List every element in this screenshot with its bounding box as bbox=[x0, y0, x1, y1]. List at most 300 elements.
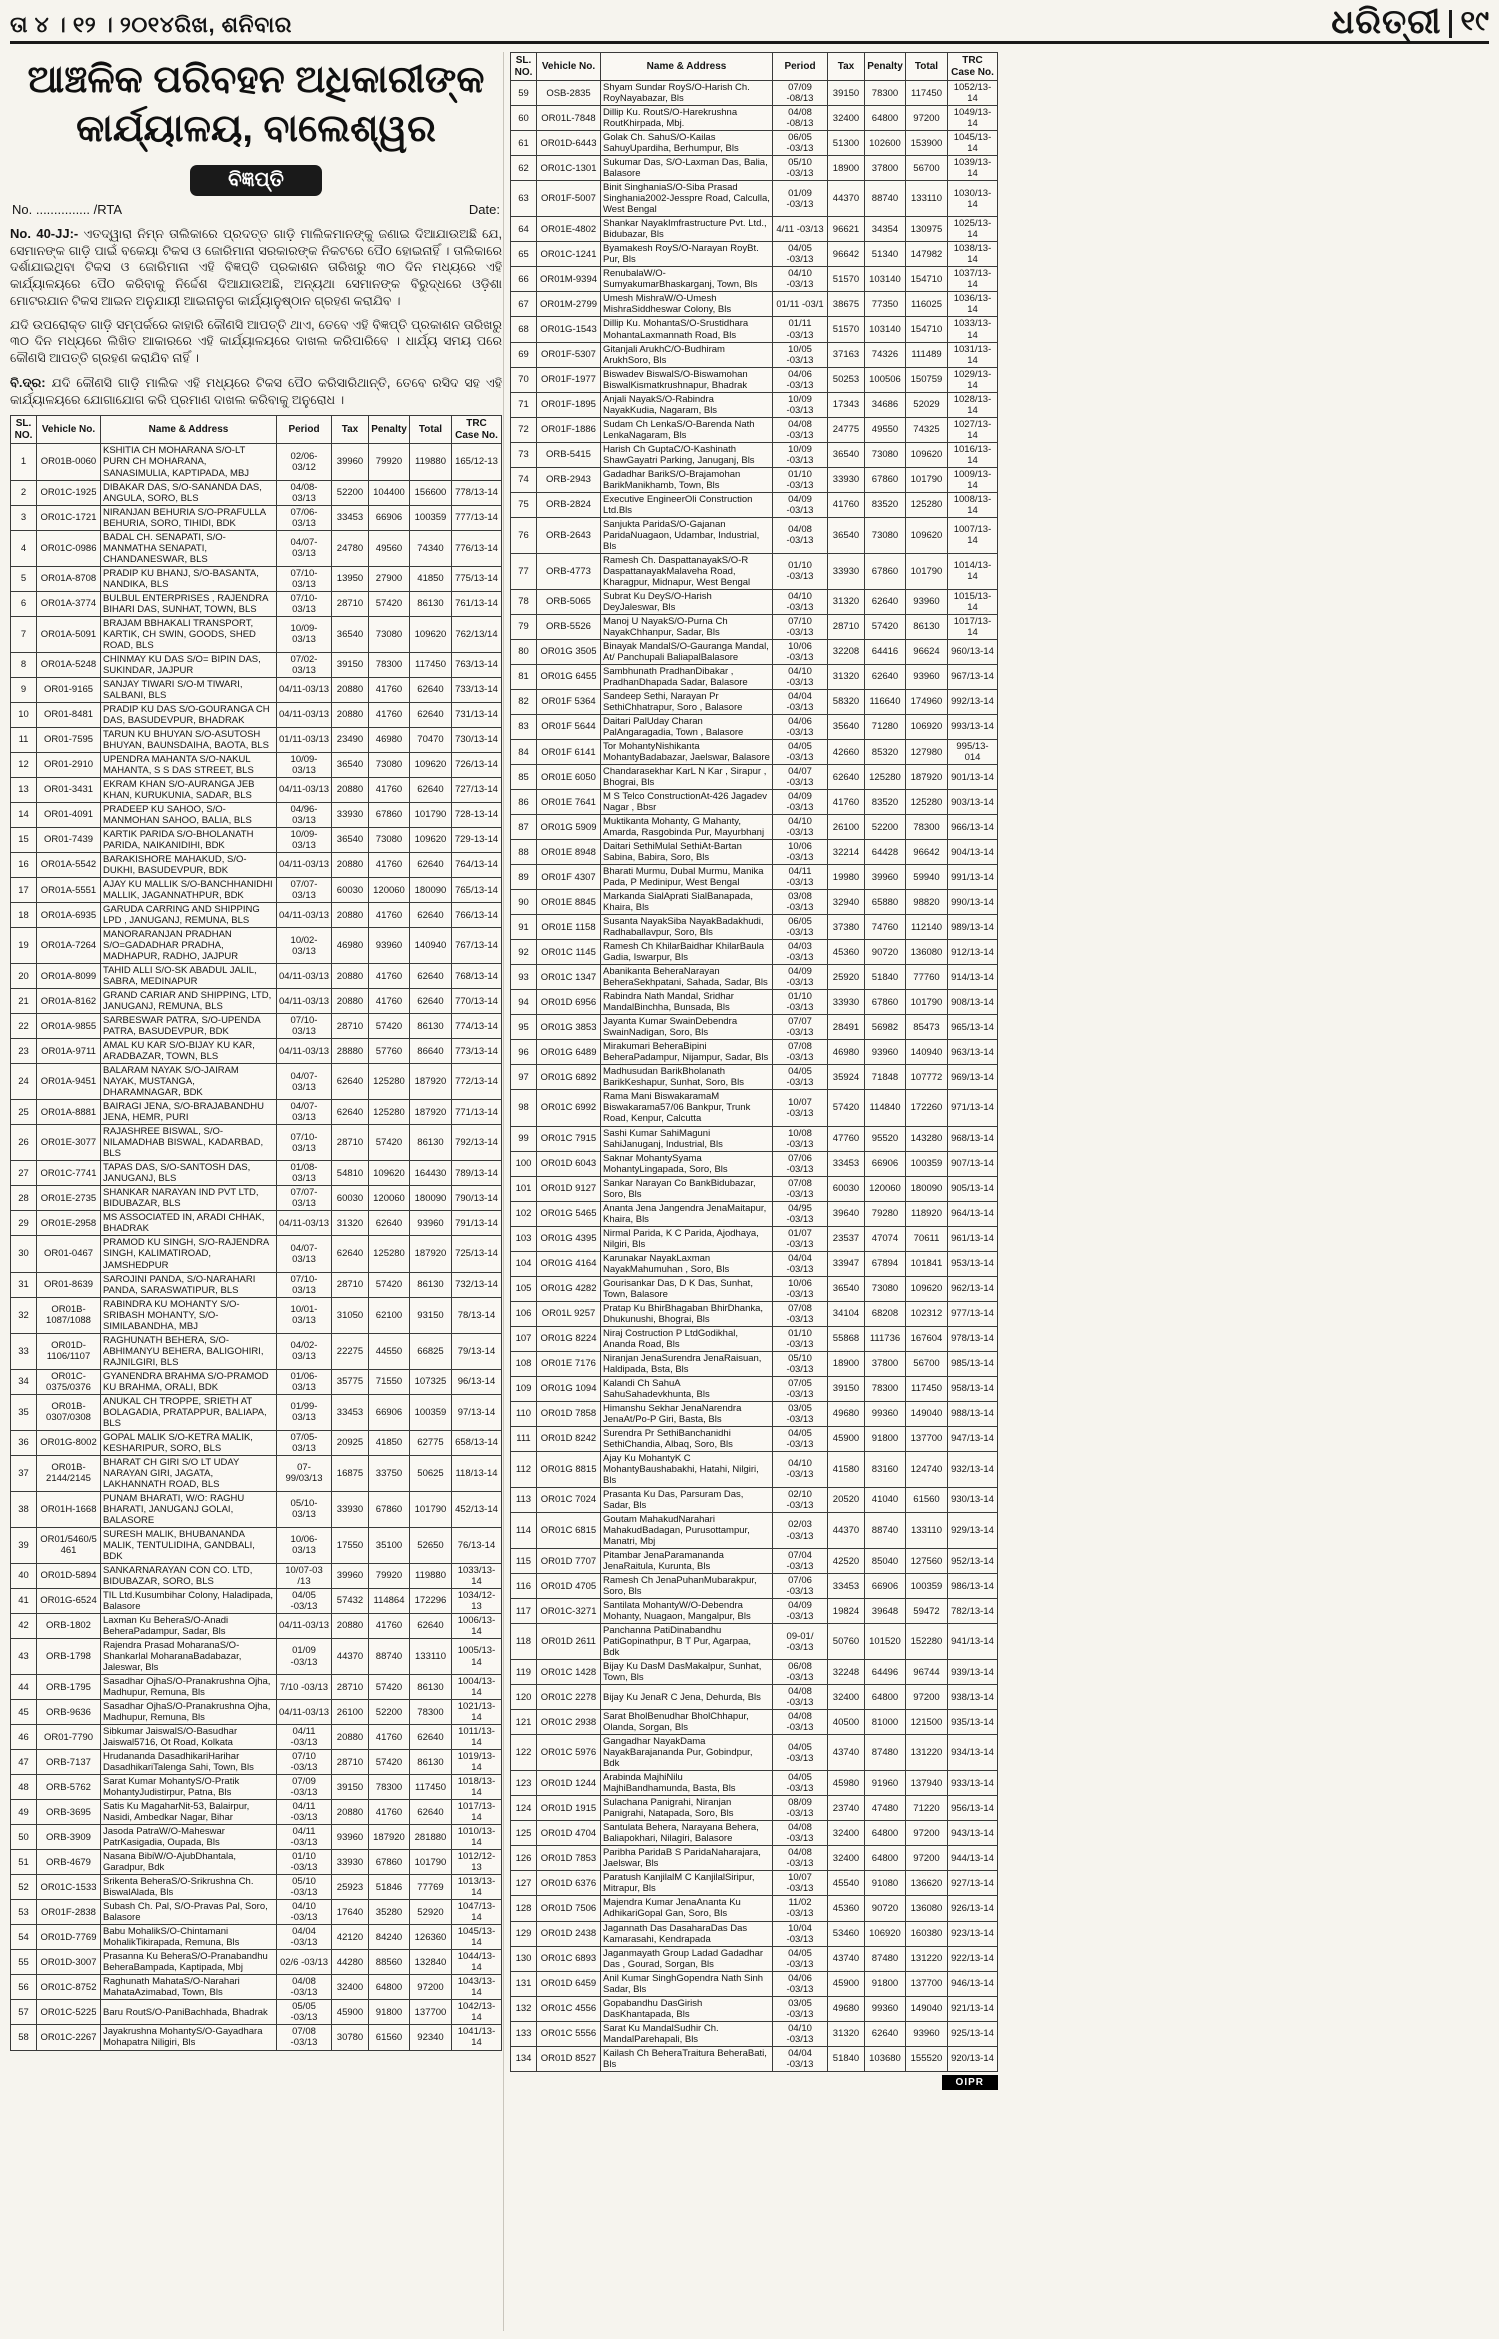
vehicle-no-cell: ORB-1798 bbox=[37, 1638, 101, 1674]
penalty-cell: 56982 bbox=[865, 1015, 906, 1040]
name-address-cell: Kailash Ch BeheraTraitura BeheraBati, Bls bbox=[601, 2046, 773, 2071]
tax-cell: 20925 bbox=[332, 1430, 369, 1455]
period-cell: 04/10 -03/13 bbox=[773, 1451, 828, 1487]
name-address-cell: Dillip Ku. MohantaS/O-Srustidhara MohantaLaxmannath Road, Bls bbox=[601, 317, 773, 342]
table-row bbox=[11, 1369, 502, 1394]
trc-case-no-cell: 946/13-14 bbox=[948, 1971, 998, 1996]
trc-case-no-cell: 1052/13-14 bbox=[948, 81, 998, 106]
penalty-cell: 67860 bbox=[369, 1491, 410, 1527]
sl-no-cell: 26 bbox=[11, 1125, 37, 1161]
penalty-cell: 187920 bbox=[369, 1825, 410, 1850]
total-cell: 167604 bbox=[906, 1326, 948, 1351]
penalty-cell: 41760 bbox=[369, 989, 410, 1014]
total-cell: 187920 bbox=[410, 1064, 452, 1100]
trc-case-no-cell: 962/13-14 bbox=[948, 1276, 998, 1301]
period-cell: 04/04 -03/13 bbox=[773, 2046, 828, 2071]
vehicle-no-cell: OR01B-0307/0308 bbox=[37, 1394, 101, 1430]
tax-cell: 39640 bbox=[828, 1201, 865, 1226]
trc-case-no-cell: 914/13-14 bbox=[948, 965, 998, 990]
total-cell: 86130 bbox=[410, 1750, 452, 1775]
period-cell: 07-99/03/13 bbox=[277, 1455, 332, 1491]
trc-case-no-cell: 1010/13-14 bbox=[452, 1825, 502, 1850]
table-row bbox=[511, 156, 998, 181]
tax-cell: 45900 bbox=[828, 1426, 865, 1451]
column-header: Period bbox=[277, 416, 332, 444]
table-row bbox=[511, 417, 998, 442]
tax-cell: 26100 bbox=[332, 1700, 369, 1725]
trc-case-no-cell: 772/13-14 bbox=[452, 1064, 502, 1100]
total-cell: 50625 bbox=[410, 1455, 452, 1491]
trc-case-no-cell: 165/12-13 bbox=[452, 444, 502, 480]
name-address-cell: Sankar Narayan Co BankBidubazar, Soro, Bls bbox=[601, 1176, 773, 1201]
name-address-cell: Srikenta BeheraS/O-Srikrushna Ch. BiswalAlada, Bls bbox=[101, 1875, 277, 1900]
vehicle-no-cell: OR01D 7853 bbox=[537, 1846, 601, 1871]
trc-case-no-cell: 956/13-14 bbox=[948, 1796, 998, 1821]
tax-cell: 20880 bbox=[332, 964, 369, 989]
penalty-cell: 88560 bbox=[369, 1950, 410, 1975]
table-row bbox=[11, 1125, 502, 1161]
table-row bbox=[511, 1201, 998, 1226]
name-address-cell: Ajay Ku MohantyK C MohantyBaushabakhi, Hatahi, Nilgiri, Bls bbox=[601, 1451, 773, 1487]
sl-no-cell: 79 bbox=[511, 614, 537, 639]
vehicle-no-cell: OR01A-9451 bbox=[37, 1064, 101, 1100]
trc-case-no-cell: 990/13-14 bbox=[948, 890, 998, 915]
name-address-cell: Jasoda PatraW/O-Maheswar PatrKasigadia, Oupada, Bls bbox=[101, 1825, 277, 1850]
total-cell: 133110 bbox=[906, 181, 948, 217]
name-address-cell: BARAKISHORE MAHAKUD, S/O-DUKHI, BASUDEVPUR, BDK bbox=[101, 852, 277, 877]
table-row bbox=[511, 1574, 998, 1599]
sl-no-cell: 54 bbox=[11, 1925, 37, 1950]
sl-no-cell: 48 bbox=[11, 1775, 37, 1800]
trc-case-no-cell: 1029/13-14 bbox=[948, 367, 998, 392]
tax-cell: 28710 bbox=[332, 591, 369, 616]
vehicle-no-cell: OR01L-7848 bbox=[537, 106, 601, 131]
vehicle-no-cell: OR01C-0986 bbox=[37, 530, 101, 566]
period-cell: 04/96-03/13 bbox=[277, 802, 332, 827]
name-address-cell: Sudam Ch LenkaS/O-Barenda Nath LenkaNagaram, Bls bbox=[601, 417, 773, 442]
name-address-cell: GRAND CARIAR AND SHIPPING, LTD, JANUGANJ, REMUNA, BLS bbox=[101, 989, 277, 1014]
trc-case-no-cell: 1034/12-13 bbox=[452, 1588, 502, 1613]
sl-no-cell: 72 bbox=[511, 417, 537, 442]
period-cell: 04/11-03/13 bbox=[277, 1700, 332, 1725]
period-cell: 05/10 -03/13 bbox=[773, 156, 828, 181]
table-row bbox=[11, 1925, 502, 1950]
trc-case-no-cell: 731/13-14 bbox=[452, 702, 502, 727]
trc-case-no-cell: 969/13-14 bbox=[948, 1065, 998, 1090]
trc-case-no-cell: 960/13-14 bbox=[948, 639, 998, 664]
total-cell: 164430 bbox=[410, 1161, 452, 1186]
table-row bbox=[11, 802, 502, 827]
period-cell: 04/10 -03/13 bbox=[277, 1900, 332, 1925]
total-cell: 124740 bbox=[906, 1451, 948, 1487]
tax-cell: 23490 bbox=[332, 727, 369, 752]
penalty-cell: 125280 bbox=[865, 765, 906, 790]
table-row bbox=[511, 1376, 998, 1401]
penalty-cell: 41760 bbox=[369, 1613, 410, 1638]
name-address-cell: Binayak MandalS/O-Gauranga Mandal, At/ Panchupali BaliapalBalasore bbox=[601, 639, 773, 664]
total-cell: 52650 bbox=[410, 1527, 452, 1563]
tax-cell: 20880 bbox=[332, 1800, 369, 1825]
total-cell: 119880 bbox=[410, 444, 452, 480]
vehicle-no-cell: ORB-5762 bbox=[37, 1775, 101, 1800]
sl-no-cell: 43 bbox=[11, 1638, 37, 1674]
tax-cell: 30780 bbox=[332, 2025, 369, 2050]
table-row bbox=[511, 1971, 998, 1996]
tax-cell: 93960 bbox=[332, 1825, 369, 1850]
total-cell: 109620 bbox=[410, 752, 452, 777]
name-address-cell: Subrat Ku DeyS/O-Harish DeyJaleswar, Bls bbox=[601, 589, 773, 614]
period-cell: 01/11 -03/13 bbox=[773, 317, 828, 342]
table-row bbox=[511, 553, 998, 589]
table-row bbox=[511, 1090, 998, 1126]
table-row bbox=[11, 1800, 502, 1825]
vehicle-no-cell: OR01G 3505 bbox=[537, 639, 601, 664]
trc-case-no-cell: 905/13-14 bbox=[948, 1176, 998, 1201]
table-row bbox=[511, 1710, 998, 1735]
name-address-cell: Laxman Ku BeheraS/O-Anadi BeheraPadampur, Sadar, Bls bbox=[101, 1613, 277, 1638]
vehicle-no-cell: OR01C-1721 bbox=[37, 505, 101, 530]
total-cell: 62640 bbox=[410, 964, 452, 989]
table-row bbox=[511, 614, 998, 639]
sl-no-cell: 63 bbox=[511, 181, 537, 217]
vehicle-no-cell: OR01E 8948 bbox=[537, 840, 601, 865]
penalty-cell: 41760 bbox=[369, 1725, 410, 1750]
penalty-cell: 51840 bbox=[865, 965, 906, 990]
notice-title-line2: କାର୍ଯ୍ୟାଳୟ, ବାଲେଶ୍ୱର bbox=[76, 108, 436, 151]
vehicle-no-cell: ORB-3909 bbox=[37, 1825, 101, 1850]
tax-cell: 41760 bbox=[828, 790, 865, 815]
notice-title bbox=[10, 56, 502, 155]
sl-no-cell: 8 bbox=[11, 652, 37, 677]
sl-no-cell: 4 bbox=[11, 530, 37, 566]
nb-text: ଯଦି କୌଣସି ଗାଡ଼ି ମାଲିକ ଏହି ମଧ୍ୟରେ ଟିକସ ପୈଠ କରିସାରିଥାନ୍ତି, ତେବେ ରସିଦ ସହ ଏହି କାର୍ଯ୍ୟାଳୟରେ ଯୋଗାଯୋଗ କରି ପ୍ରମାଣ ଦାଖଲ କରିବାକୁ ଅନୁରୋଧ । bbox=[10, 375, 502, 407]
sl-no-cell: 95 bbox=[511, 1015, 537, 1040]
tax-cell: 32214 bbox=[828, 840, 865, 865]
name-address-cell: Binit SinghaniaS/O-Siba Prasad Singhania2002-Jesspre Road, Calculla, West Bengal bbox=[601, 181, 773, 217]
vehicle-no-cell: OR01C 5976 bbox=[537, 1735, 601, 1771]
tax-cell: 43740 bbox=[828, 1735, 865, 1771]
name-address-cell: Gadadhar BarikS/O-Brajamohan BarikManikhamb, Town, Bls bbox=[601, 467, 773, 492]
penalty-cell: 85040 bbox=[865, 1549, 906, 1574]
name-address-cell: Prasanta Ku Das, Parsuram Das, Sadar, Bls bbox=[601, 1487, 773, 1512]
total-cell: 62640 bbox=[410, 702, 452, 727]
name-address-cell: BHARAT CH GIRI S/O LT UDAY NARAYAN GIRI, JAGATA, LAKHANNATH ROAD, BLS bbox=[101, 1455, 277, 1491]
tax-cell: 37163 bbox=[828, 342, 865, 367]
total-cell: 85473 bbox=[906, 1015, 948, 1040]
sl-no-cell: 118 bbox=[511, 1624, 537, 1660]
vehicle-no-cell: OR01C-3271 bbox=[537, 1599, 601, 1624]
vehicle-no-cell: OR01G 8815 bbox=[537, 1451, 601, 1487]
vehicle-no-cell: OR01C-2267 bbox=[37, 2025, 101, 2050]
sl-no-cell: 128 bbox=[511, 1896, 537, 1921]
period-cell: 04/10 -03/13 bbox=[773, 815, 828, 840]
vehicle-no-cell: OR01M-9394 bbox=[537, 267, 601, 292]
penalty-cell: 52200 bbox=[369, 1700, 410, 1725]
penalty-cell: 109620 bbox=[369, 1161, 410, 1186]
total-cell: 154710 bbox=[906, 317, 948, 342]
vehicle-no-cell: OR01/5460/5461 bbox=[37, 1527, 101, 1563]
total-cell: 100359 bbox=[906, 1151, 948, 1176]
table-row bbox=[511, 1040, 998, 1065]
total-cell: 70611 bbox=[906, 1226, 948, 1251]
sl-no-cell: 104 bbox=[511, 1251, 537, 1276]
vehicle-no-cell: OR01L 9257 bbox=[537, 1301, 601, 1326]
tax-defaulters-table-right bbox=[510, 52, 998, 2072]
vehicle-no-cell: OR01C-0375/0376 bbox=[37, 1369, 101, 1394]
tax-cell: 18900 bbox=[828, 156, 865, 181]
name-address-cell: Gitanjali ArukhC/O-Budhiram ArukhSoro, Bls bbox=[601, 342, 773, 367]
trc-case-no-cell: 1049/13-14 bbox=[948, 106, 998, 131]
vehicle-no-cell: OR01G 4282 bbox=[537, 1276, 601, 1301]
sl-no-cell: 116 bbox=[511, 1574, 537, 1599]
tax-cell: 62640 bbox=[332, 1064, 369, 1100]
name-address-cell: UPENDRA MAHANTA S/O-NAKUL MAHANTA, S S DAS STREET, BLS bbox=[101, 752, 277, 777]
table-row bbox=[11, 1333, 502, 1369]
vehicle-no-cell: OR01B-2144/2145 bbox=[37, 1455, 101, 1491]
sl-no-cell: 2 bbox=[11, 480, 37, 505]
table-row bbox=[511, 1599, 998, 1624]
column-header: Total bbox=[906, 53, 948, 81]
table-row bbox=[11, 566, 502, 591]
penalty-cell: 64800 bbox=[865, 106, 906, 131]
tax-cell: 55868 bbox=[828, 1326, 865, 1351]
penalty-cell: 67860 bbox=[865, 990, 906, 1015]
trc-case-no-cell: 767/13-14 bbox=[452, 928, 502, 964]
tax-cell: 23537 bbox=[828, 1226, 865, 1251]
period-cell: 07/07-03/13 bbox=[277, 1186, 332, 1211]
tax-cell: 31320 bbox=[828, 664, 865, 689]
left-column bbox=[10, 52, 502, 2051]
total-cell: 59940 bbox=[906, 865, 948, 890]
vehicle-no-cell: OR01F-2838 bbox=[37, 1900, 101, 1925]
period-cell: 01/10 -03/13 bbox=[773, 467, 828, 492]
table-row bbox=[11, 1394, 502, 1430]
tax-cell: 39150 bbox=[332, 652, 369, 677]
vehicle-no-cell: OR01F-1977 bbox=[537, 367, 601, 392]
penalty-cell: 66906 bbox=[865, 1151, 906, 1176]
total-cell: 117450 bbox=[410, 652, 452, 677]
total-cell: 187920 bbox=[410, 1100, 452, 1125]
penalty-cell: 68208 bbox=[865, 1301, 906, 1326]
table-row bbox=[11, 1297, 502, 1333]
trc-case-no-cell: 1047/13-14 bbox=[452, 1900, 502, 1925]
period-cell: 01/08-03/13 bbox=[277, 1161, 332, 1186]
sl-no-cell: 1 bbox=[11, 444, 37, 480]
vehicle-no-cell: OR01D 9127 bbox=[537, 1176, 601, 1201]
tax-cell: 62640 bbox=[828, 765, 865, 790]
table-row bbox=[511, 1015, 998, 1040]
date-label: Date: bbox=[468, 201, 500, 217]
period-cell: 04/11-03/13 bbox=[277, 777, 332, 802]
column-header: TRC Case No. bbox=[948, 53, 998, 81]
name-address-cell: Gangadhar NayakDama NayakBarajananda Pur, Gobindpur, Bdk bbox=[601, 1735, 773, 1771]
period-cell: 07/08 -03/13 bbox=[277, 2025, 332, 2050]
name-address-cell: SAROJINI PANDA, S/O-NARAHARI PANDA, SARASWATIPUR, BLS bbox=[101, 1272, 277, 1297]
name-address-cell: SANKARNARAYAN CON CO. LTD, BIDUBAZAR, SORO, BLS bbox=[101, 1563, 277, 1588]
trc-case-no-cell: 1018/13-14 bbox=[452, 1775, 502, 1800]
total-cell: 160380 bbox=[906, 1921, 948, 1946]
period-cell: 10/09-03/13 bbox=[277, 827, 332, 852]
period-cell: 10/06 -03/13 bbox=[773, 1276, 828, 1301]
total-cell: 140940 bbox=[906, 1040, 948, 1065]
trc-case-no-cell: 926/13-14 bbox=[948, 1896, 998, 1921]
table-row bbox=[11, 1775, 502, 1800]
sl-no-cell: 12 bbox=[11, 752, 37, 777]
name-address-cell: Ramesh Ch JenaPuhanMubarakpur, Soro, Bls bbox=[601, 1574, 773, 1599]
penalty-cell: 47480 bbox=[865, 1796, 906, 1821]
period-cell: 04/10 -03/13 bbox=[773, 2021, 828, 2046]
tax-cell: 49680 bbox=[828, 1401, 865, 1426]
penalty-cell: 64496 bbox=[865, 1660, 906, 1685]
period-cell: 06/08 -03/13 bbox=[773, 1660, 828, 1685]
column-header: Period bbox=[773, 53, 828, 81]
trc-case-no-cell: 729-13-14 bbox=[452, 827, 502, 852]
tax-cell: 39960 bbox=[332, 444, 369, 480]
penalty-cell: 41760 bbox=[369, 777, 410, 802]
period-cell: 04/05 -03/13 bbox=[773, 1065, 828, 1090]
period-cell: 04/05 -03/13 bbox=[773, 1426, 828, 1451]
period-cell: 07/10-03/13 bbox=[277, 1272, 332, 1297]
trc-case-no-cell: 782/13-14 bbox=[948, 1599, 998, 1624]
trc-case-no-cell: 1021/13-14 bbox=[452, 1700, 502, 1725]
tax-cell: 49680 bbox=[828, 1996, 865, 2021]
penalty-cell: 66906 bbox=[369, 505, 410, 530]
period-cell: 05/05 -03/13 bbox=[277, 2000, 332, 2025]
vehicle-no-cell: ORB-2824 bbox=[537, 492, 601, 517]
period-cell: 04/09 -03/13 bbox=[773, 492, 828, 517]
trc-case-no-cell: 989/13-14 bbox=[948, 915, 998, 940]
trc-case-no-cell: 78/13-14 bbox=[452, 1297, 502, 1333]
sl-no-cell: 59 bbox=[511, 81, 537, 106]
penalty-cell: 64416 bbox=[865, 639, 906, 664]
name-address-cell: Sarat BholBenudhar BholChhapur, Olanda, Sorgan, Bls bbox=[601, 1710, 773, 1735]
penalty-cell: 57760 bbox=[369, 1039, 410, 1064]
period-cell: 04/02-03/13 bbox=[277, 1333, 332, 1369]
vehicle-no-cell: OR01-7790 bbox=[37, 1725, 101, 1750]
vehicle-no-cell: OR01D 2438 bbox=[537, 1921, 601, 1946]
penalty-cell: 103140 bbox=[865, 267, 906, 292]
total-cell: 101790 bbox=[906, 990, 948, 1015]
sl-no-cell: 34 bbox=[11, 1369, 37, 1394]
trc-case-no-cell: 1038/13-14 bbox=[948, 242, 998, 267]
penalty-cell: 57420 bbox=[369, 1125, 410, 1161]
total-cell: 109620 bbox=[410, 616, 452, 652]
penalty-cell: 73080 bbox=[369, 616, 410, 652]
penalty-cell: 64800 bbox=[865, 1846, 906, 1871]
sl-no-cell: 109 bbox=[511, 1376, 537, 1401]
trc-case-no-cell: 920/13-14 bbox=[948, 2046, 998, 2071]
table-row bbox=[11, 1455, 502, 1491]
sl-no-cell: 114 bbox=[511, 1512, 537, 1548]
penalty-cell: 125280 bbox=[369, 1100, 410, 1125]
trc-case-no-cell: 988/13-14 bbox=[948, 1401, 998, 1426]
sl-no-cell: 24 bbox=[11, 1064, 37, 1100]
total-cell: 152280 bbox=[906, 1624, 948, 1660]
vehicle-no-cell: OR01C-7741 bbox=[37, 1161, 101, 1186]
page-header bbox=[10, 4, 1489, 44]
sl-no-cell: 31 bbox=[11, 1272, 37, 1297]
trc-case-no-cell: 941/13-14 bbox=[948, 1624, 998, 1660]
penalty-cell: 79280 bbox=[865, 1201, 906, 1226]
sl-no-cell: 70 bbox=[511, 367, 537, 392]
tax-cell: 28880 bbox=[332, 1039, 369, 1064]
vehicle-no-cell: OR01G-6524 bbox=[37, 1588, 101, 1613]
tax-cell: 35775 bbox=[332, 1369, 369, 1394]
name-address-cell: Susanta NayakSiba NayakBadakhudi, Radhaballavpur, Soro, Bls bbox=[601, 915, 773, 940]
name-address-cell: Hrudananda DasadhikariHarihar DasadhikariTalenga Sahi, Town, Bls bbox=[101, 1750, 277, 1775]
name-address-cell: Sambhunath PradhanDibakar , PradhanDhapada Sadar, Balasore bbox=[601, 664, 773, 689]
period-cell: 07/06 -03/13 bbox=[773, 1151, 828, 1176]
tax-cell: 36540 bbox=[332, 616, 369, 652]
vehicle-no-cell: OR01C 4556 bbox=[537, 1996, 601, 2021]
trc-case-no-cell: 961/13-14 bbox=[948, 1226, 998, 1251]
total-cell: 172296 bbox=[410, 1588, 452, 1613]
total-cell: 97200 bbox=[906, 1846, 948, 1871]
tax-cell: 20880 bbox=[332, 903, 369, 928]
name-address-cell: Shyam Sundar RoyS/O-Harish Ch. RoyNayabazar, Bls bbox=[601, 81, 773, 106]
period-cell: 04/09 -03/13 bbox=[773, 1599, 828, 1624]
table-row bbox=[511, 367, 998, 392]
total-cell: 96624 bbox=[906, 639, 948, 664]
name-address-cell: PRADIP KU BHANJ, S/O-BASANTA, NANDIKA, BLS bbox=[101, 566, 277, 591]
table-row bbox=[511, 292, 998, 317]
table-row bbox=[11, 1563, 502, 1588]
name-address-cell: Saknar MohantySyama MohantyLingapada, Soro, Bls bbox=[601, 1151, 773, 1176]
notice-paragraph-1-text: ଏତଦ୍ୱାରା ନିମ୍ନ ତାଲିକାରେ ପ୍ରଦତ୍ତ ଗାଡ଼ି ମାଲିକମାନଙ୍କୁ ଜଣାଇ ଦିଆଯାଉଅଛି ଯେ, ସେମାନଙ୍କ ଗାଡ଼ି ପାଇଁ ବକେୟା ଟିକସ ଓ ଜୋରିମାନା ସରକାରଙ୍କ ନିକଟରେ ପୈଠ ହୋଇନାହିଁ । ତାଲିକାରେ ଦର୍ଶାଯାଇଥିବା ଟିକସ ଓ ଜୋରିମାନା ଏହି ବିଜ୍ଞପ୍ତି ପ୍ରକାଶନ ତାରିଖରୁ ୩୦ ଦିନ ମଧ୍ୟରେ ଏହି କାର୍ଯ୍ୟାଳୟରେ ପୈଠ କରିବାକୁ ନିର୍ଦ୍ଦେଶ ଦିଆଯାଉଅଛି, ଅନ୍ୟଥା ସେମାନଙ୍କ ବିରୁଦ୍ଧରେ ଓଡ଼ିଶା ମୋଟରଯାନ ଟିକସ ଆଇନ ଅନୁଯାୟୀ ଆଇନାନୁଗ କାର୍ଯ୍ୟାନୁଷ୍ଠାନ ଗ୍ରହଣ କରାଯିବ । bbox=[10, 226, 502, 308]
sl-no-cell: 111 bbox=[511, 1426, 537, 1451]
press-footer-badge: OIPR bbox=[942, 2075, 998, 2090]
tax-cell: 41580 bbox=[828, 1451, 865, 1487]
penalty-cell: 87480 bbox=[865, 1735, 906, 1771]
table-header-row bbox=[11, 416, 502, 444]
tax-cell: 33930 bbox=[332, 1491, 369, 1527]
tax-cell: 35640 bbox=[828, 714, 865, 739]
name-address-cell: PUNAM BHARATI, W/O: RAGHU BHARATI, JANUGANJ GOLAI, BALASORE bbox=[101, 1491, 277, 1527]
total-cell: 56700 bbox=[906, 156, 948, 181]
total-cell: 111489 bbox=[906, 342, 948, 367]
tax-cell: 20880 bbox=[332, 677, 369, 702]
tax-cell: 28491 bbox=[828, 1015, 865, 1040]
penalty-cell: 61560 bbox=[369, 2025, 410, 2050]
sl-no-cell: 98 bbox=[511, 1090, 537, 1126]
sl-no-cell: 46 bbox=[11, 1725, 37, 1750]
name-address-cell: Anil Kumar SinghGopendra Nath Sinh Sadar, Bls bbox=[601, 1971, 773, 1996]
total-cell: 136080 bbox=[906, 940, 948, 965]
tax-cell: 42660 bbox=[828, 740, 865, 765]
trc-case-no-cell: 790/13-14 bbox=[452, 1186, 502, 1211]
name-address-cell: Mirakumari BeheraBipini BeheraPadampur, Nijampur, Sadar, Bls bbox=[601, 1040, 773, 1065]
sl-no-cell: 14 bbox=[11, 802, 37, 827]
period-cell: 10/09-03/13 bbox=[277, 616, 332, 652]
period-cell: 07/10-03/13 bbox=[277, 566, 332, 591]
sl-no-cell: 67 bbox=[511, 292, 537, 317]
total-cell: 62640 bbox=[410, 1613, 452, 1638]
name-address-cell: Ramesh Ch. DaspattanayakS/O-R DaspattanayakMalaveha Road, Kharagpur, Midnapur, West Bengal bbox=[601, 553, 773, 589]
table-row bbox=[511, 840, 998, 865]
trc-case-no-cell: 766/13-14 bbox=[452, 903, 502, 928]
trc-case-no-cell: 1045/13-14 bbox=[948, 131, 998, 156]
penalty-cell: 41040 bbox=[865, 1487, 906, 1512]
tax-cell: 20880 bbox=[332, 989, 369, 1014]
sl-no-cell: 11 bbox=[11, 727, 37, 752]
vehicle-no-cell: OR01G 8224 bbox=[537, 1326, 601, 1351]
newspaper-masthead: ଧରିତ୍ରୀ bbox=[1331, 2, 1442, 41]
period-cell: 04/10 -03/13 bbox=[773, 589, 828, 614]
vehicle-no-cell: OR01-7595 bbox=[37, 727, 101, 752]
total-cell: 100359 bbox=[906, 1574, 948, 1599]
sl-no-cell: 29 bbox=[11, 1211, 37, 1236]
tax-cell: 20880 bbox=[332, 702, 369, 727]
